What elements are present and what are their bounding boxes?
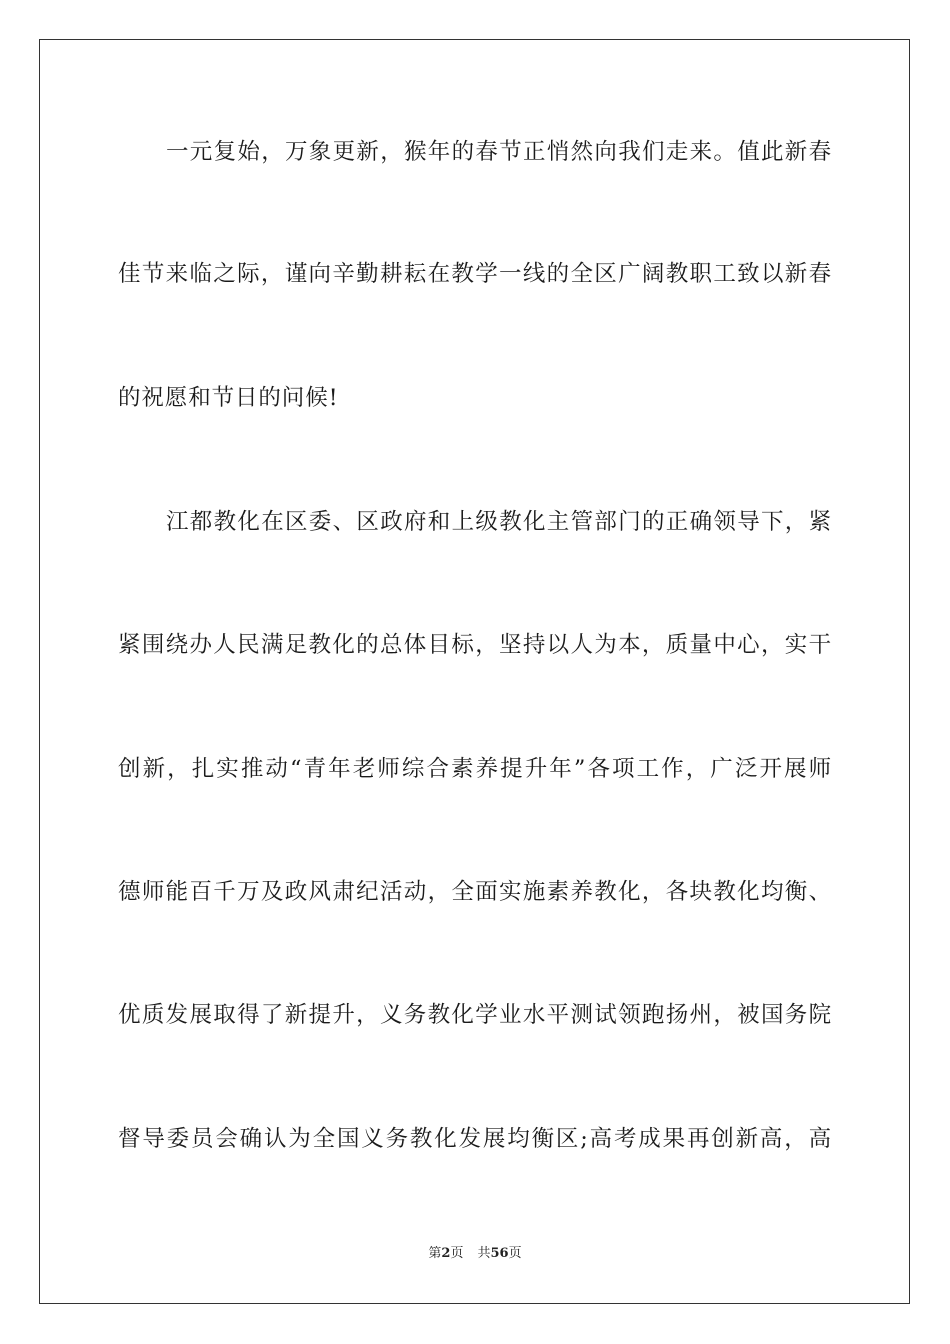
paragraph-2-line-5: 优质发展取得了新提升，义务教化学业水平测试领跑扬州，被国务院 [118,1002,832,1028]
paragraph-2-line-1: 江都教化在区委、区政府和上级教化主管部门的正确领导下，紧 [166,509,832,535]
paragraph-2-line-2: 紧围绕办人民满足教化的总体目标，坚持以人为本，质量中心，实干 [118,632,832,658]
paragraph-1-line-2: 佳节来临之际，谨向辛勤耕耘在教学一线的全区广阔教职工致以新春 [118,261,832,287]
page-border [39,39,910,1304]
paragraph-2-line-4: 德师能百千万及政风肃纪活动，全面实施素养教化，各块教化均衡、 [118,879,832,905]
paragraph-2-line-6: 督导委员会确认为全国义务教化发展均衡区;高考成果再创新高，高 [118,1126,832,1152]
page-number [428,1246,463,1262]
paragraph-2-line-3: 创新，扎实推动“青年老师综合素养提升年”各项工作，广泛开展师 [118,756,832,782]
current-page-number: 2 [441,1246,451,1261]
page-total [477,1246,521,1262]
page-suffix: 页 [450,1246,464,1261]
total-page-count: 56 [490,1246,509,1261]
page-footer [0,1246,950,1262]
page-prefix: 第 [428,1246,442,1261]
total-suffix: 页 [508,1246,522,1261]
paragraph-1-line-1: 一元复始，万象更新，猴年的春节正悄然向我们走来。值此新春 [166,139,832,165]
total-prefix: 共 [477,1246,491,1261]
paragraph-1-line-3: 的祝愿和节日的问候! [118,385,339,411]
